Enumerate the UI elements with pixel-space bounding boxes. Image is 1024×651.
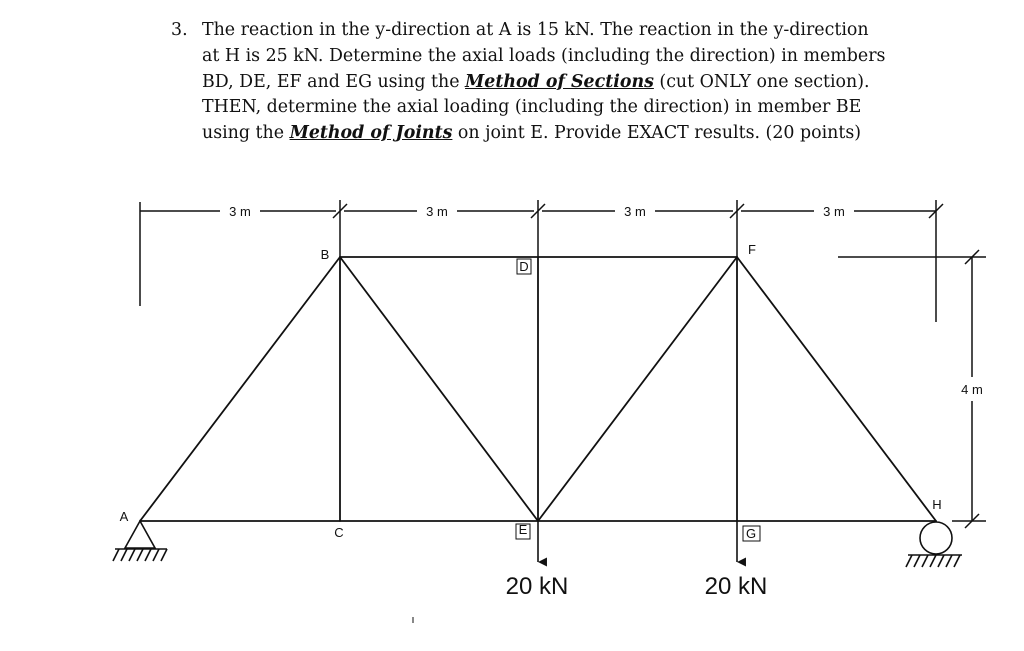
height-label: 4 m	[961, 382, 983, 397]
span-label-bd: 3 m	[426, 204, 448, 219]
member-ef	[538, 257, 737, 521]
joint-label-g: G	[745, 526, 757, 541]
pin-support-a	[113, 521, 167, 561]
roller-support-h	[906, 522, 962, 567]
method-of-joints: Method of Joints	[289, 123, 453, 144]
problem-text-part-1: The reaction in the y-direction at A is 15 kN. The reaction in the y-direction at H is 25 kN. Determine the axial loads (including the direction) in members BD, DE, EF and EG using the	[202, 20, 886, 92]
joint-label-e: E	[518, 522, 528, 537]
problem-number: 3.	[171, 20, 188, 40]
joint-label-h: H	[932, 497, 942, 512]
joint-label-f: F	[748, 242, 756, 257]
truss-members	[140, 257, 936, 521]
load-label-e: 20 kN	[505, 573, 569, 600]
joint-label-b: B	[320, 247, 330, 262]
member-be	[340, 257, 538, 521]
method-of-sections: Method of Sections	[465, 71, 654, 92]
problem-text-part-3: on joint E. Provide EXACT results. (20 points)	[452, 123, 862, 144]
member-ab	[140, 257, 340, 521]
span-label-fh: 3 m	[823, 204, 845, 219]
joint-label-c: C	[334, 525, 344, 540]
joint-label-d: D	[519, 259, 529, 274]
span-label-ab: 3 m	[229, 204, 251, 219]
problem-text-part-2: (cut ONLY one section). THEN, determine the axial loading (including the direction) in member BE using the	[202, 71, 870, 144]
dimension-ticks	[333, 204, 979, 528]
span-label-df: 3 m	[624, 204, 646, 219]
load-label-g: 20 kN	[704, 573, 768, 600]
member-fh	[737, 257, 936, 521]
joint-label-a: A	[119, 509, 129, 524]
